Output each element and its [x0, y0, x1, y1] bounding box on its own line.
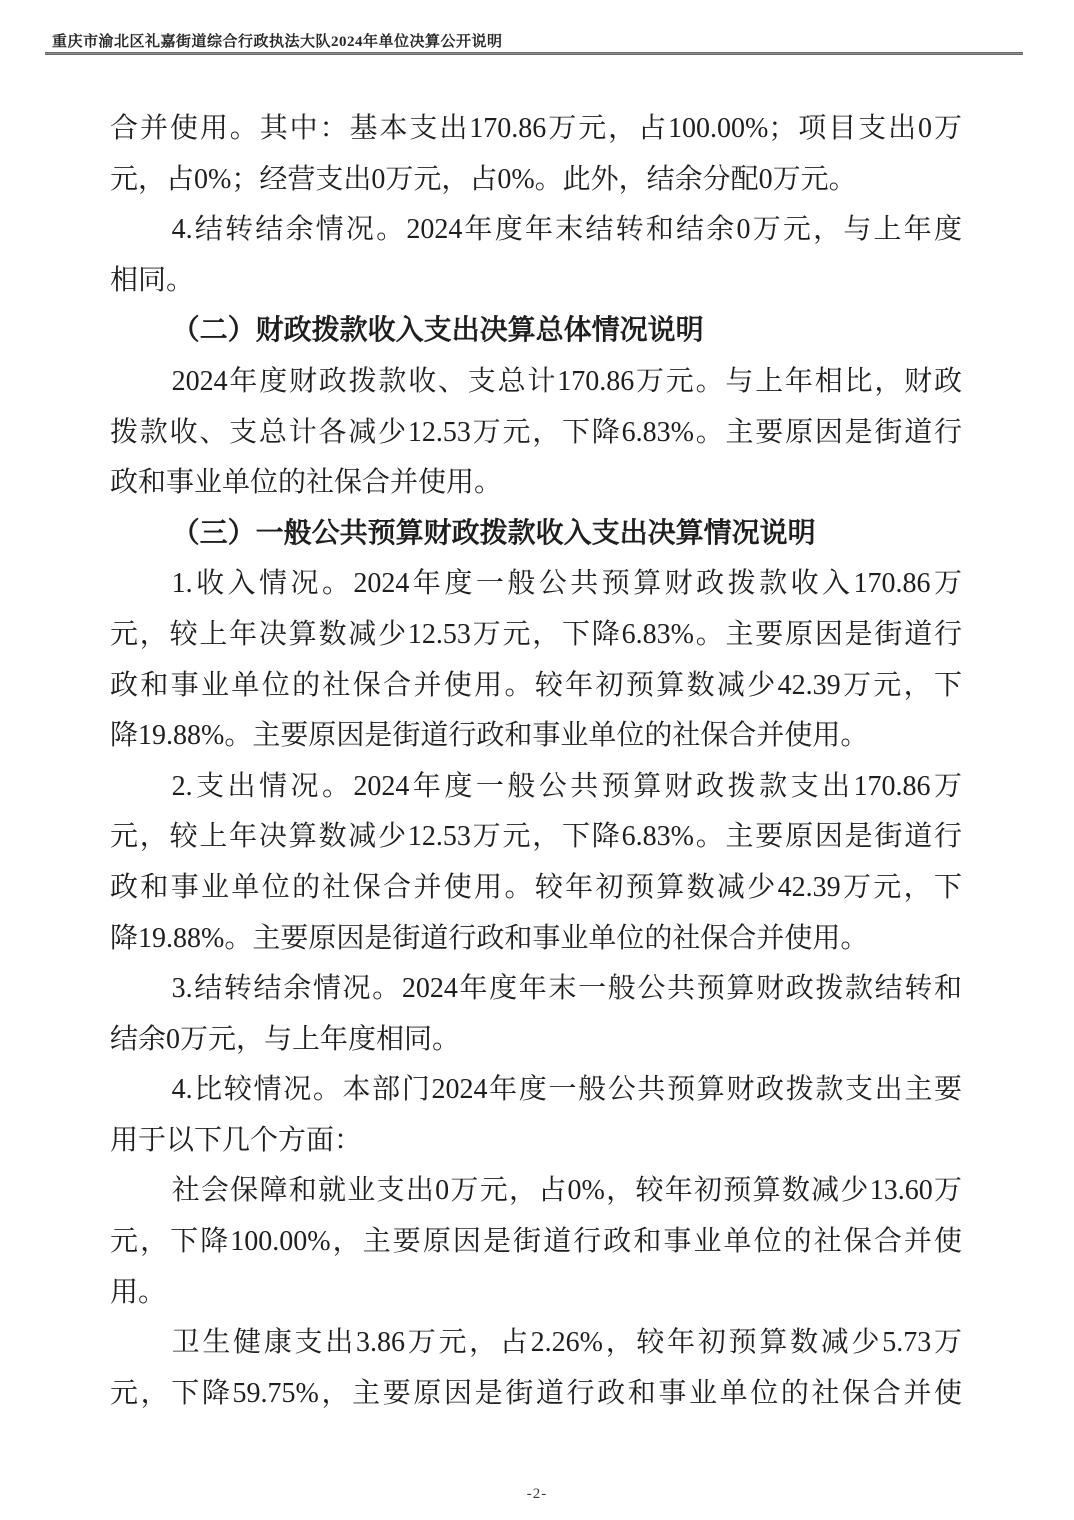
text-line: 3.结转结余情况。2024年度年末一般公共预算财政拨款结转和 — [171, 973, 962, 1005]
text-line: 用。 — [110, 1276, 167, 1308]
paragraph — [110, 964, 962, 1065]
text-line: 社会保障和就业支出0万元，占0%，较年初预算数减少13.60万 — [171, 1175, 962, 1207]
paragraph — [110, 1318, 962, 1419]
paragraph — [110, 762, 962, 964]
text-line: 元，下降59.75%，主要原因是街道行政和事业单位的社保合并使 — [110, 1377, 962, 1409]
text-line: 2.支出情况。2024年度一般公共预算财政拨款支出170.86万 — [171, 770, 962, 802]
text-line: 4.结转结余情况。2024年度年末结转和结余0万元，与上年度 — [171, 214, 962, 246]
text-line: 4.比较情况。本部门2024年度一般公共预算财政拨款支出主要 — [171, 1074, 962, 1106]
text-line: 2024年度财政拨款收、支总计170.86万元。与上年相比，财政 — [171, 365, 962, 397]
text-line: 结余0万元，与上年度相同。 — [110, 1023, 461, 1055]
text-line: 政和事业单位的社保合并使用。 — [110, 467, 503, 499]
text-line: 降19.88%。主要原因是街道行政和事业单位的社保合并使用。 — [110, 720, 869, 752]
text-line: 合并使用。其中：基本支出170.86万元，占100.00%；项目支出0万 — [110, 113, 962, 144]
text-line: 1.收入情况。2024年度一般公共预算财政拨款收入170.86万 — [171, 568, 962, 600]
text-line: （二）财政拨款收入支出决算总体情况说明 — [171, 315, 704, 347]
section-heading — [110, 306, 962, 357]
header-rule-divider — [45, 52, 1023, 55]
text-line: 元，占0%；经营支出0万元，占0%。此外，结余分配0万元。 — [110, 163, 857, 195]
text-line: 政和事业单位的社保合并使用。较年初预算数减少42.39万元，下 — [110, 871, 962, 903]
page-number: -2- — [526, 1486, 548, 1502]
paragraph — [110, 1166, 962, 1318]
text-line: 降19.88%。主要原因是街道行政和事业单位的社保合并使用。 — [110, 922, 869, 954]
paragraph — [110, 1065, 962, 1166]
paragraph — [110, 559, 962, 761]
paragraph — [110, 357, 962, 509]
text-line: 元，下降100.00%，主要原因是街道行政和事业单位的社保合并使 — [110, 1226, 962, 1258]
text-line: 政和事业单位的社保合并使用。较年初预算数减少42.39万元，下 — [110, 669, 962, 701]
page-footer — [0, 1486, 1074, 1503]
document-body — [110, 104, 962, 1419]
header-title: 重庆市渝北区礼嘉街道综合行政执法大队2024年单位决算公开说明 — [52, 34, 503, 50]
text-line: （三）一般公共预算财政拨款收入支出决算情况说明 — [171, 517, 816, 549]
text-line: 卫生健康支出3.86万元，占2.26%，较年初预算数减少5.73万 — [171, 1327, 962, 1359]
text-line: 相同。 — [110, 264, 195, 296]
text-line: 元，较上年决算数减少12.53万元，下降6.83%。主要原因是街道行 — [110, 618, 962, 650]
paragraph — [110, 205, 962, 306]
section-heading — [110, 509, 962, 560]
text-line: 用于以下几个方面： — [110, 1124, 363, 1156]
text-line: 拨款收、支总计各减少12.53万元，下降6.83%。主要原因是街道行 — [110, 416, 962, 448]
text-line: 元，较上年决算数减少12.53万元，下降6.83%。主要原因是街道行 — [110, 821, 962, 853]
paragraph — [110, 104, 962, 205]
